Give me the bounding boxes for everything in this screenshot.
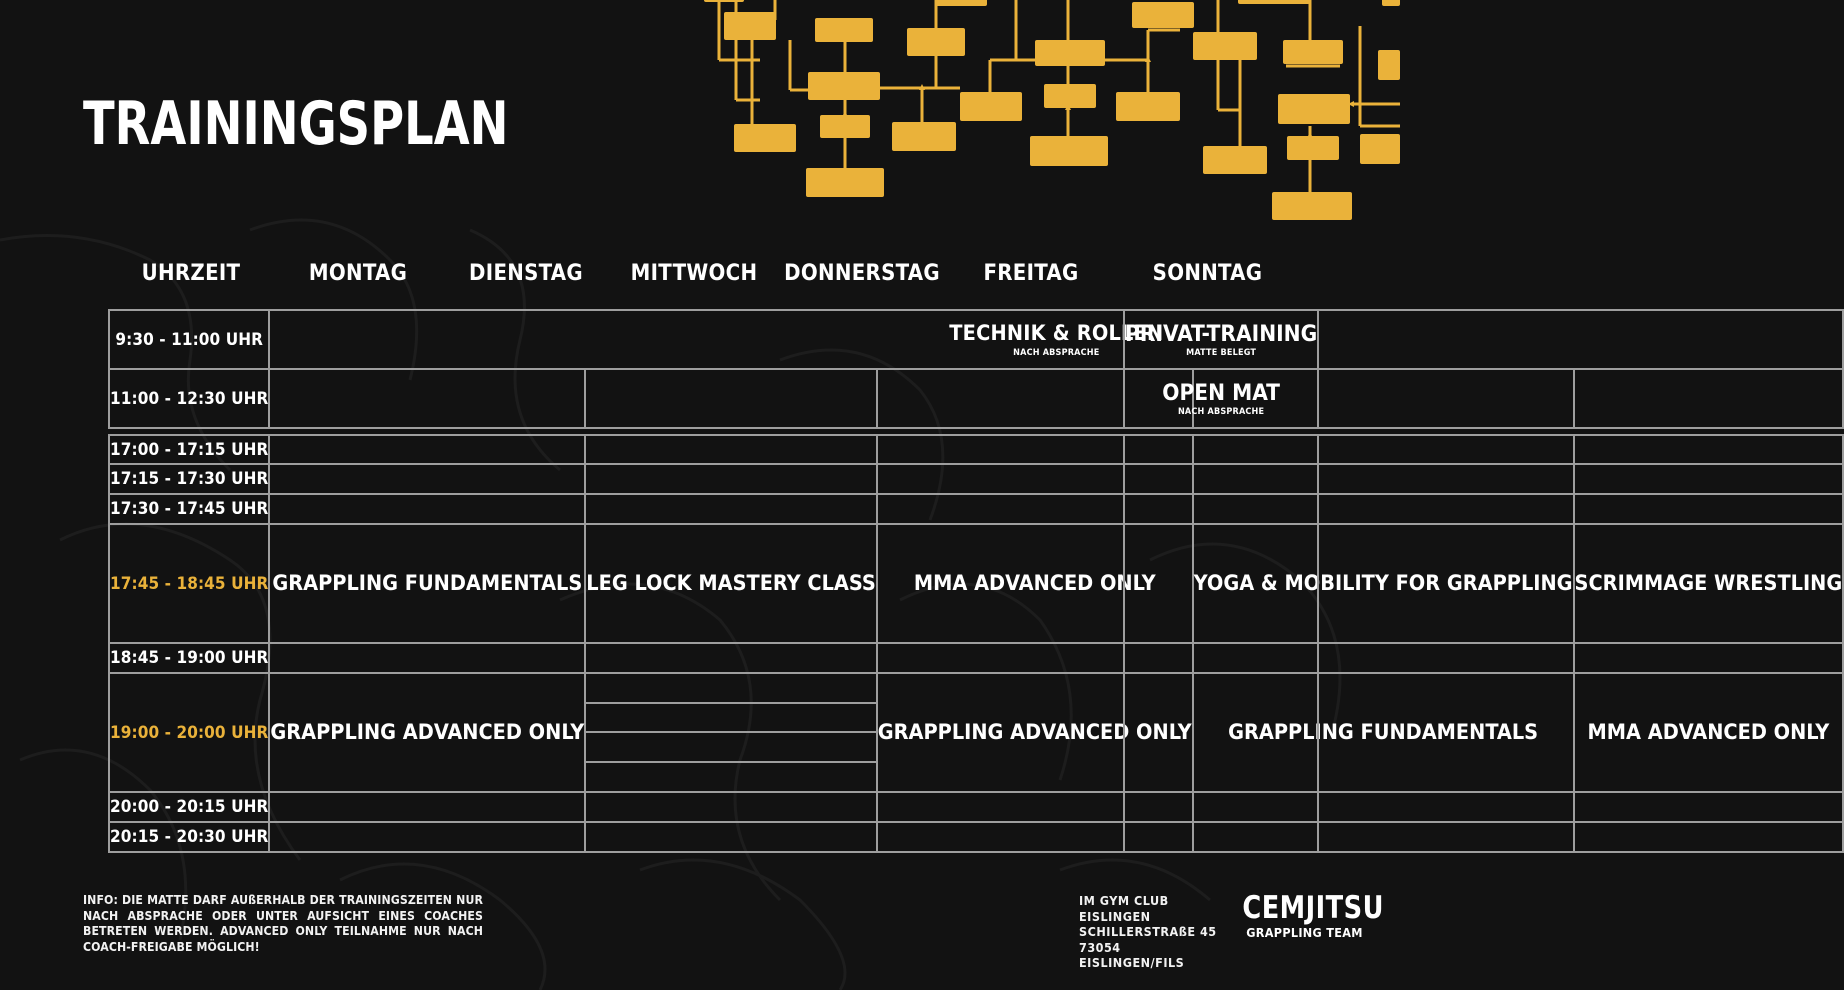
morning-session-title: TECHNIK & ROLLEN (949, 321, 1164, 346)
table-row (109, 310, 1843, 369)
address-line: IM GYM CLUB EISLINGEN (1079, 893, 1169, 924)
empty-cell (585, 435, 876, 464)
empty-cell (269, 464, 585, 494)
class-cell-thursday: YOGA & MOBILITY FOR GRAPPLING (1193, 524, 1574, 643)
table-row (109, 643, 1843, 673)
empty-cell (585, 673, 876, 703)
morning-session-note: NACH ABSPRACHE (1013, 348, 1100, 358)
header-time: UHRZEIT (141, 261, 241, 286)
brand-name: CEMJITSU (1242, 890, 1384, 926)
empty-cell (585, 703, 876, 732)
class-cell-monday: GRAPPLING FUNDAMENTALS (269, 524, 585, 643)
empty-cell (269, 822, 585, 852)
header-thursday: DONNERSTAG (784, 261, 940, 286)
page-title: TRAININGSPLAN (83, 89, 509, 159)
table-row (109, 435, 1843, 464)
empty-cell (585, 792, 876, 822)
info-note: INFO: DIE MATTE DARF AUßERHALB DER TRAININGSZEITEN NUR NACH ABSPRACHE ODER UNTER AUFSICHT EINES COACHES BETRETEN WERDEN. ADVANCED ONLY TEILNAHME NUR NACH COACH-FREIGABE MÖGLICH! (83, 893, 483, 954)
sunday-slot-private (1124, 310, 1318, 369)
class-cell-monday: GRAPPLING ADVANCED ONLY (269, 673, 585, 792)
class-cell-wednesday: MMA ADVANCED ONLY (877, 524, 1193, 643)
class-cell-friday: MMA ADVANCED ONLY (1574, 673, 1844, 792)
time-cell: 20:15 - 20:30 UHR (109, 822, 269, 852)
time-cell: 17:00 - 17:15 UHR (109, 435, 269, 464)
table-row (109, 369, 1843, 428)
sunday-slot-note: NACH ABSPRACHE (1177, 407, 1265, 417)
empty-cell (1574, 792, 1844, 822)
table-row (1124, 369, 1318, 428)
empty-cell (585, 643, 876, 673)
empty-cell (585, 732, 876, 762)
empty-cell (1574, 369, 1844, 428)
empty-cell (269, 494, 585, 524)
time-cell-highlight: 17:45 - 18:45 UHR (109, 524, 269, 643)
header-tuesday: DIENSTAG (469, 261, 583, 286)
empty-cell (1574, 494, 1844, 524)
table-row (109, 822, 1843, 852)
row-separator (1124, 428, 1318, 435)
time-cell: 11:00 - 12:30 UHR (109, 369, 269, 428)
address-line: SCHILLERSTRAßE 45 (1079, 924, 1217, 939)
header-wednesday: MITTWOCH (630, 261, 758, 286)
time-cell: 17:15 - 17:30 UHR (109, 464, 269, 494)
header-monday: MONTAG (308, 261, 408, 286)
table-gap-row (109, 428, 1843, 435)
empty-cell (269, 643, 585, 673)
class-cell-wednesday: GRAPPLING ADVANCED ONLY (877, 673, 1193, 792)
empty-cell (585, 464, 876, 494)
sunday-slot-title: PRIVAT-TRAINING (1125, 321, 1318, 347)
empty-cell (585, 494, 876, 524)
time-cell: 9:30 - 11:00 UHR (109, 310, 269, 369)
sunday-schedule-table (1123, 309, 1319, 853)
time-cell: 20:00 - 20:15 UHR (109, 792, 269, 822)
class-cell-thursday: GRAPPLING FUNDAMENTALS (1193, 673, 1574, 792)
address-block (1079, 893, 1219, 971)
table-row (1124, 310, 1318, 369)
time-cell: 17:30 - 17:45 UHR (109, 494, 269, 524)
address-line: 73054 EISLINGEN/FILS (1079, 939, 1185, 970)
empty-cell (585, 822, 876, 852)
time-cell-highlight: 19:00 - 20:00 UHR (109, 673, 269, 792)
empty-cell (1574, 822, 1844, 852)
table-row (109, 494, 1843, 524)
empty-cell (1574, 435, 1844, 464)
empty-cell (269, 792, 585, 822)
table-row (109, 464, 1843, 494)
table-row (109, 673, 1843, 703)
table-row (1124, 435, 1318, 852)
empty-cell (269, 369, 585, 428)
brand-logo (1237, 890, 1384, 940)
brand-subtitle: GRAPPLING TEAM (1246, 925, 1363, 940)
table-row (109, 792, 1843, 822)
header-sunday: SONNTAG (1152, 261, 1263, 286)
class-cell-friday: SCRIMMAGE WRESTLING (1574, 524, 1844, 643)
empty-cell (1574, 643, 1844, 673)
empty-cell (269, 435, 585, 464)
table-row (109, 524, 1843, 643)
table-gap-row (1124, 428, 1318, 435)
morning-session-cell (269, 310, 1843, 369)
sunday-slot-note: MATTE BELEGT (1186, 348, 1257, 358)
row-separator (109, 428, 1843, 435)
empty-cell (585, 369, 876, 428)
sunday-slot-title: OPEN MAT (1162, 380, 1280, 406)
weekday-schedule-table (108, 309, 1844, 853)
header-friday: FREITAG (983, 261, 1079, 286)
time-cell: 18:45 - 19:00 UHR (109, 643, 269, 673)
empty-cell (585, 762, 876, 792)
class-cell-tuesday: LEG LOCK MASTERY CLASS (585, 524, 876, 643)
sunday-slot-openmat (1124, 369, 1318, 428)
sunday-empty-block (1124, 435, 1318, 852)
empty-cell (1574, 464, 1844, 494)
